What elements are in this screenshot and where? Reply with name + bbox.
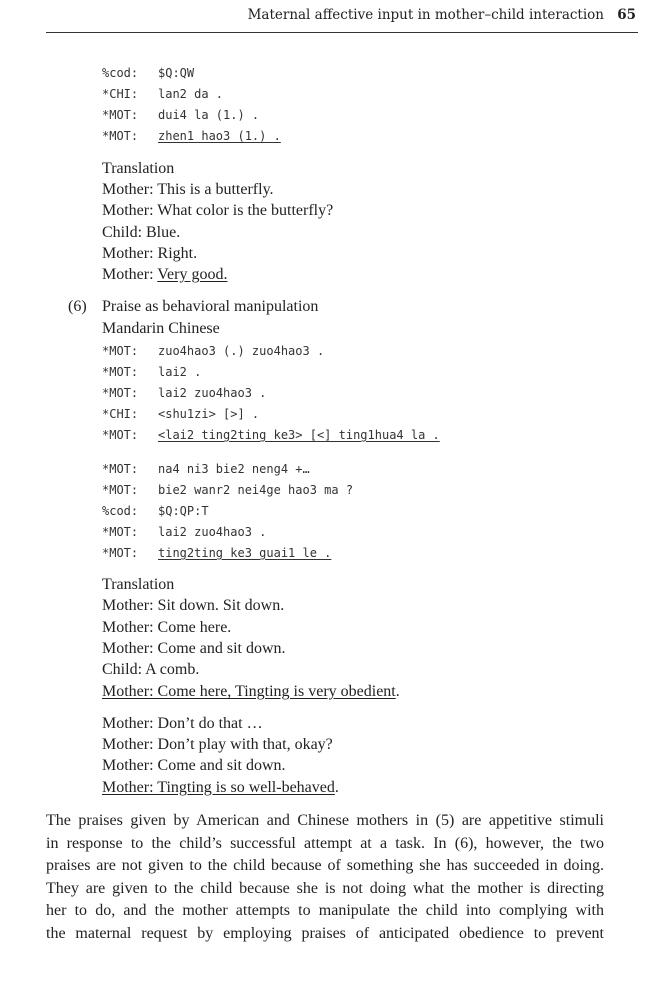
translation-line bbox=[102, 265, 227, 285]
translation-line: Mother: Sit down. Sit down. bbox=[102, 597, 285, 614]
speaker-code: *MOT: bbox=[102, 546, 139, 560]
transcript-line bbox=[102, 406, 259, 422]
utterance: na4 ni3 bie2 neng4 +… bbox=[158, 462, 310, 476]
transcript-line bbox=[102, 461, 310, 477]
utterance: dui4 la (1.) . bbox=[158, 108, 260, 122]
translation-line: Child: A comb. bbox=[102, 661, 200, 678]
transcript-line bbox=[102, 503, 209, 519]
period: . bbox=[395, 683, 400, 700]
transcript-line bbox=[102, 107, 259, 123]
transcript-line-underlined bbox=[102, 545, 331, 561]
running-header bbox=[46, 0, 638, 33]
utterance: $Q:QP:T bbox=[158, 504, 209, 518]
speaker-code: %cod: bbox=[102, 66, 139, 80]
transcript-line bbox=[102, 65, 194, 81]
underlined-praise: Mother: Come here, Tingting is very obedient bbox=[102, 683, 396, 700]
example-number: (6) bbox=[68, 298, 87, 315]
transcript-line bbox=[102, 343, 324, 359]
translation-line: Child: Blue. bbox=[102, 224, 181, 241]
utterance: <shu1zi> [>] . bbox=[158, 407, 260, 421]
speaker-code: *MOT: bbox=[102, 365, 139, 379]
utterance: bie2 wanr2 nei4ge hao3 ma ? bbox=[158, 483, 354, 497]
speaker-code: *MOT: bbox=[102, 344, 139, 358]
paragraph-line: praises are not given to the child because of something she has succeeded in doing. bbox=[46, 857, 604, 874]
underlined-praise: Very good. bbox=[157, 266, 228, 283]
speaker-code: *MOT: bbox=[102, 525, 139, 539]
speaker-code: *CHI: bbox=[102, 407, 139, 421]
utterance: zhen1 hao3 (1.) . bbox=[158, 129, 281, 143]
transcript-line bbox=[102, 364, 201, 380]
example-language: Mandarin Chinese bbox=[102, 320, 220, 337]
translation-line: Mother: Don’t do that … bbox=[102, 715, 263, 732]
speaker-code: *CHI: bbox=[102, 87, 139, 101]
speaker-code: *MOT: bbox=[102, 108, 139, 122]
paragraph-line: They are given to the child because she is not doing what the mother is directing bbox=[46, 879, 604, 897]
running-header-title: Maternal affective input in mother–child interaction bbox=[247, 7, 604, 23]
translation-line: Mother: What color is the butterfly? bbox=[102, 202, 334, 219]
paragraph-line: The praises given by American and Chinese mothers in (5) are appetitive stimuli bbox=[46, 812, 604, 829]
transcript-line bbox=[102, 86, 223, 102]
translation-heading: Translation bbox=[102, 576, 175, 593]
translation-line: Mother: Come and sit down. bbox=[102, 757, 286, 774]
transcript-line bbox=[102, 385, 266, 401]
speaker-code: *MOT: bbox=[102, 129, 139, 143]
translation-line: Mother: Come here. bbox=[102, 619, 232, 636]
transcript-line-underlined bbox=[102, 128, 281, 144]
example-title: Praise as behavioral manipulation bbox=[102, 298, 319, 315]
utterance: lai2 zuo4hao3 . bbox=[158, 386, 267, 400]
translation-heading: Translation bbox=[102, 160, 175, 177]
speaker-code: *MOT: bbox=[102, 428, 139, 442]
transcript-line bbox=[102, 524, 266, 540]
translation-line: Mother: Don’t play with that, okay? bbox=[102, 736, 333, 753]
translation-line bbox=[102, 778, 339, 798]
utterance: <lai2 ting2ting ke3> [<] ting1hua4 la . bbox=[158, 428, 440, 442]
speaker-code: %cod: bbox=[102, 504, 139, 518]
transcript-line bbox=[102, 482, 353, 498]
speaker-code: *MOT: bbox=[102, 462, 139, 476]
speaker-code: *MOT: bbox=[102, 386, 139, 400]
utterance: lai2 zuo4hao3 . bbox=[158, 525, 267, 539]
translation-prefix: Mother: bbox=[102, 266, 158, 283]
utterance: zuo4hao3 (.) zuo4hao3 . bbox=[158, 344, 325, 358]
underlined-praise: Mother: Tingting is so well-behaved bbox=[102, 779, 335, 796]
transcript-line-underlined bbox=[102, 427, 440, 443]
paragraph-line: her to do, and the mother attempts to manipulate the child into complying with bbox=[46, 902, 604, 919]
period: . bbox=[334, 779, 339, 796]
utterance: $Q:QW bbox=[158, 66, 195, 80]
utterance: lan2 da . bbox=[158, 87, 224, 101]
translation-line: Mother: Right. bbox=[102, 245, 198, 262]
speaker-code: *MOT: bbox=[102, 483, 139, 497]
page-number: 65 bbox=[617, 7, 636, 23]
utterance: lai2 . bbox=[158, 365, 202, 379]
paragraph-line: in response to the child’s successful attempt at a task. In (6), however, the two bbox=[46, 834, 604, 852]
paragraph-line: the maternal request by employing praises of anticipated obedience to prevent bbox=[46, 924, 604, 942]
translation-line: Mother: This is a butterfly. bbox=[102, 181, 274, 198]
body-paragraph bbox=[46, 810, 604, 945]
utterance: ting2ting ke3 guai1 le . bbox=[158, 546, 332, 560]
translation-line: Mother: Come and sit down. bbox=[102, 640, 286, 657]
translation-line bbox=[102, 682, 400, 702]
